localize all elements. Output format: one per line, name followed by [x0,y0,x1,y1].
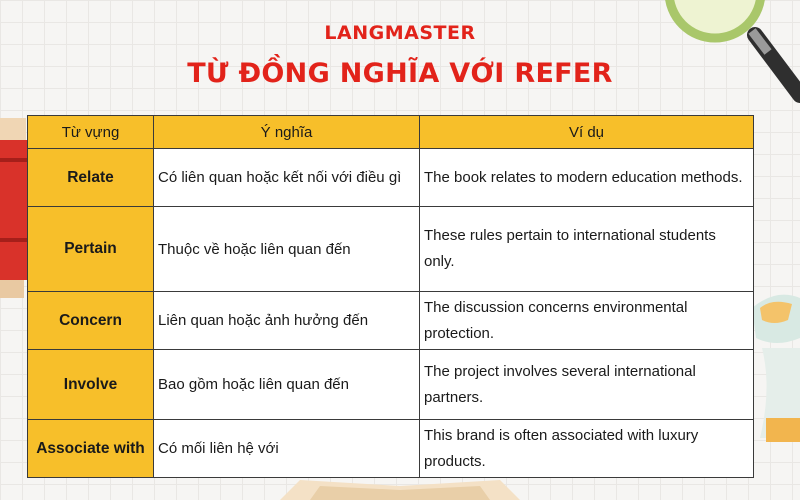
vocab-cell: Concern [28,292,154,350]
meaning-cell: Có mối liên hệ với [154,420,420,478]
example-cell: The project involves several international partners. [420,350,754,420]
book-stack-icon [0,118,30,298]
vocab-cell: Relate [28,149,154,207]
example-cell: This brand is often associated with luxury products. [420,420,754,478]
table-row [28,350,754,420]
vocab-cell: Pertain [28,207,154,292]
table-row [28,207,754,292]
header-example: Ví dụ [420,116,754,149]
example-cell: These rules pertain to international students only. [420,207,754,292]
header-meaning: Ý nghĩa [154,116,420,149]
vocab-cell: Involve [28,350,154,420]
table-row [28,292,754,350]
example-cell: The discussion concerns environmental protection. [420,292,754,350]
meaning-cell: Thuộc về hoặc liên quan đến [154,207,420,292]
table-header-row [28,116,754,149]
table-row [28,420,754,478]
magnifying-glass-icon [640,0,800,110]
meaning-cell: Có liên quan hoặc kết nối với điều gì [154,149,420,207]
page-title: TỪ ĐỒNG NGHĨA VỚI REFER [187,58,613,89]
brand-logo: LANGMASTER [324,22,476,44]
meaning-cell: Liên quan hoặc ảnh hưởng đến [154,292,420,350]
vocab-cell: Associate with [28,420,154,478]
header-vocabulary: Từ vựng [28,116,154,149]
example-cell: The book relates to modern education methods. [420,149,754,207]
teacup-icon [752,268,800,468]
synonyms-table [27,115,754,478]
open-book-icon [250,476,550,500]
meaning-cell: Bao gồm hoặc liên quan đến [154,350,420,420]
table-row [28,149,754,207]
